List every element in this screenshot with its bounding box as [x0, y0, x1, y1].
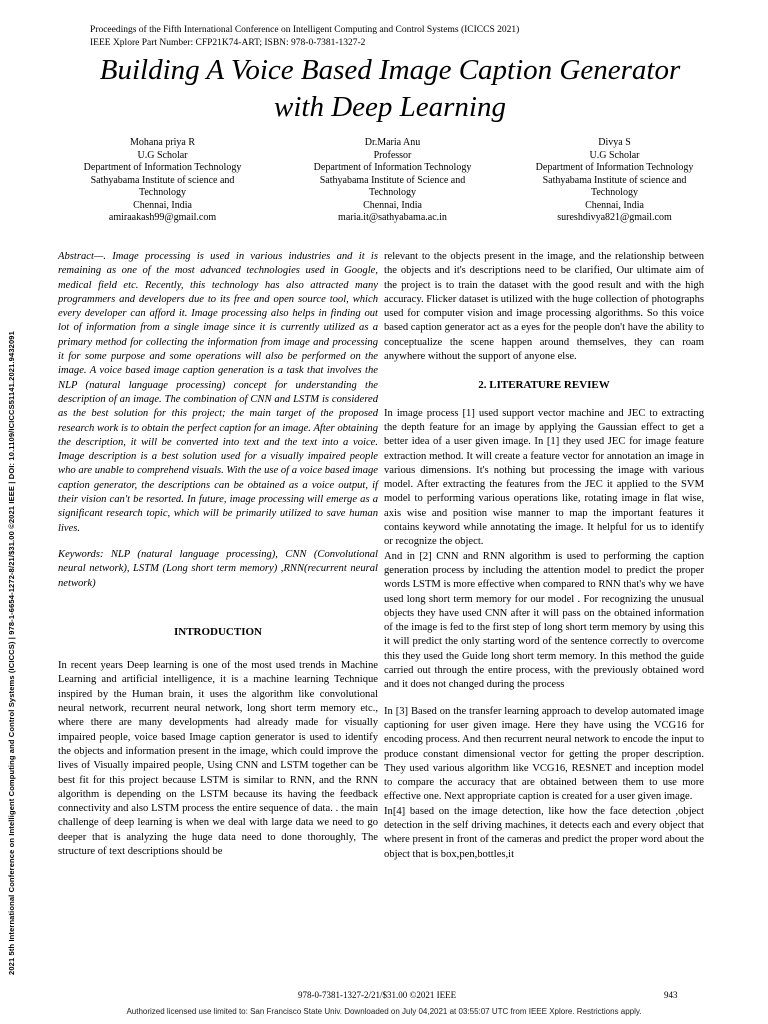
author-inst-2: Technology [368, 187, 417, 198]
literature-review-heading: 2. LITERATURE REVIEW [478, 379, 610, 392]
author-role: U.G Scholar [589, 149, 640, 161]
right-column [384, 250, 704, 862]
literature-para-4: In[4] based on the image detection, like how the face detection ,object detection in the self driving machines, it detects each and every object that where present in front of the cameras and predict the proper word about the object that is box,pen,bottles,it [384, 805, 704, 860]
footer-identifier: 978-0-7381-1327-2/21/$31.00 ©2021 IEEE [298, 990, 457, 1000]
title-line-2: with Deep Learning [274, 91, 506, 123]
author-inst-2: Technology [590, 187, 639, 198]
author-name: Mohana priya R [130, 137, 195, 148]
proceedings-line: Proceedings of the Fifth International Conference on Intelligent Computing and Control Systems (ICICCS 2021) [90, 25, 520, 35]
literature-para-3: In [3] Based on the transfer learning approach to develop automated image captioning for user given image. Here they have using the VCG16 for encoding process. And then recurrent neural network to encode the input to produce constant dimensional vector for getting the proper description. They used various algorithm like VCG16, RESNET and inception model to compare the accuracy that are obtained between them to use more effective one. Next appropriate caption is created for a user given image. [384, 705, 704, 803]
literature-para-1: In image process [1] used support vector machine and JEC to extracting the depth feature for an image by applying the Gaussian effect to get a better idea of a user given image. In [1] they used JEC for image feature extraction method. It will create a feature vector for annotation an image in various dimensions. It's nothing but processing the image with various model. After extracting the features from the JEC it applied to the SVM model to performing various operations like, rotating image in flat wise, axis wise and position wise manner to map the important features it contains keyword while annotating the image. It helpful for us to identify or recognize the object. [384, 407, 704, 548]
author-dept: Department of Information Technology [83, 162, 242, 173]
author-inst: Sathyabama Institute of science and [542, 174, 687, 186]
introduction-continued: relevant to the objects present in the image, and the relationship between the objects and it's descriptions need to be clarified, Our ultimate aim of the project is to train the dataset with the good result and with the high accuracy. Flicker dataset is utilized with the huge collection of photographs used for computer vision and image processing algorithms. So this voice based caption generator act as a eyes for the people don't have the ability to conceptualize the scene happen around themselves, they can roam anywhere without the support of anyone else. [384, 251, 704, 363]
author-inst: Sathyabama Institute of science and [90, 174, 235, 186]
left-column [58, 250, 378, 859]
page-number: 943 [664, 990, 678, 1000]
author-city: Chennai, India [133, 199, 192, 211]
author-inst-2: Technology [138, 187, 187, 198]
author-1 [60, 137, 265, 225]
introduction-heading: INTRODUCTION [173, 625, 262, 638]
doi-sidebar: 2021 5th International Conference on Intelligent Computing and Control Systems (ICICCS) | 978-1-6654-1272-8/21/$31.00 ©2021 IEEE | DOI: 10.1109/ICICCS51141.2021.9432091 [7, 331, 16, 975]
author-role: Professor [373, 149, 412, 161]
author-email[interactable]: amiraakash99@gmail.com [108, 212, 217, 223]
author-2 [290, 137, 495, 225]
license-notice: Authorized licensed use limited to: San Francisco State Univ. Downloaded on July 04,2021 at 03:55:07 UTC from IEEE Xplore. Restrictions apply. [126, 1007, 642, 1016]
author-inst: Sathyabama Institute of Science and [319, 174, 466, 186]
author-name: Divya S [598, 137, 631, 148]
introduction-text: In recent years Deep learning is one of the most used trends in Machine Learning and artificial intelligence, it is a machine learning Technique inspired by the Human brain, it uses the algorithm like convolutional neural network, recurrent neural network, long short term memory etc., where there are many developments had already made for visually impaired people, voice based Image caption generator is used to identify the objects and information present in the image, which could improve the lives of Visually impaired people, Using CNN and LSTM together can be best fit for this project because LSTM is similar to RNN, and the RNN algorithm is depending on the LSTM because its having the feedback connectivity and also LSTM process the entire sequence of data. . the main challenge of deep learning is when we deal with large data we need to go deeper that is analyzing the huge data need to done thoroughly, The structure of text descriptions should be [58, 660, 378, 857]
conference-header [90, 24, 519, 50]
author-city: Chennai, India [585, 199, 644, 211]
author-city: Chennai, India [363, 199, 422, 211]
author-3 [512, 137, 717, 225]
author-role: U.G Scholar [137, 149, 188, 161]
part-number-line: IEEE Xplore Part Number: CFP21K74-ART; ISBN: 978-0-7381-1327-2 [90, 38, 366, 48]
author-email[interactable]: maria.it@sathyabama.ac.in [338, 212, 447, 223]
literature-para-2: And in [2] CNN and RNN algorithm is used to performing the caption generation process by including the attention model to predict the proper words LSTM is more effective when compared to RNN that's why we have used long short term memory for our model . For recognizing the unusual objects they have used CNN after it will pass on the obtained information of the image is fed to the first step of long short term memory by using this it will predict the only starting word of the sentence correctly to overcome this they used the Guide long short term memory. In this method the guide carried out through the entire process, with the previously obtained word and it does not changed during the process [384, 550, 704, 691]
author-email[interactable]: sureshdivya821@gmail.com [557, 212, 672, 223]
paper-title [40, 52, 740, 126]
title-line-1: Building A Voice Based Image Caption Generator [99, 54, 681, 86]
abstract: Abstract—. Image processing is used in various industries and it is remaining as one of the most advanced technologies used in Google, medical field etc. Recently, this technology has also attracted many programmers and developers due to its free and open source tool, which every developer can afford it. Image processing also helps in finding out lot of information from a single image since it is currently utilized as a primary method for collecting the information from image and processing it for some purpose and some operations will also be performed on the image. A voice based image caption generation is a task that involves the NLP (natural language processing) concept for understanding the description of an image. The combination of CNN and LSTM is considered as the best solution for this project; the main target of the proposed research work is to obtain the perfect caption for an image. After obtaining the description, it will be converted into text and the text into a voice. Image description is a best solution used for a visually impaired people who are unable to comprehend visuals. With the use of a voice based image caption generator, the descriptions can be obtained as a voice output, if their vision can't be resorted. In future, image processing will emerge as a significant research topic, which will be primarily utilized to save human lives. [58, 251, 378, 534]
author-dept: Department of Information Technology [313, 162, 472, 173]
keywords: Keywords: NLP (natural language processing), CNN (Convolutional neural network), LSTM (Long short term memory) ,RNN(recurrent neural network) [58, 548, 378, 589]
author-name: Dr.Maria Anu [364, 137, 421, 148]
author-dept: Department of Information Technology [535, 162, 694, 173]
